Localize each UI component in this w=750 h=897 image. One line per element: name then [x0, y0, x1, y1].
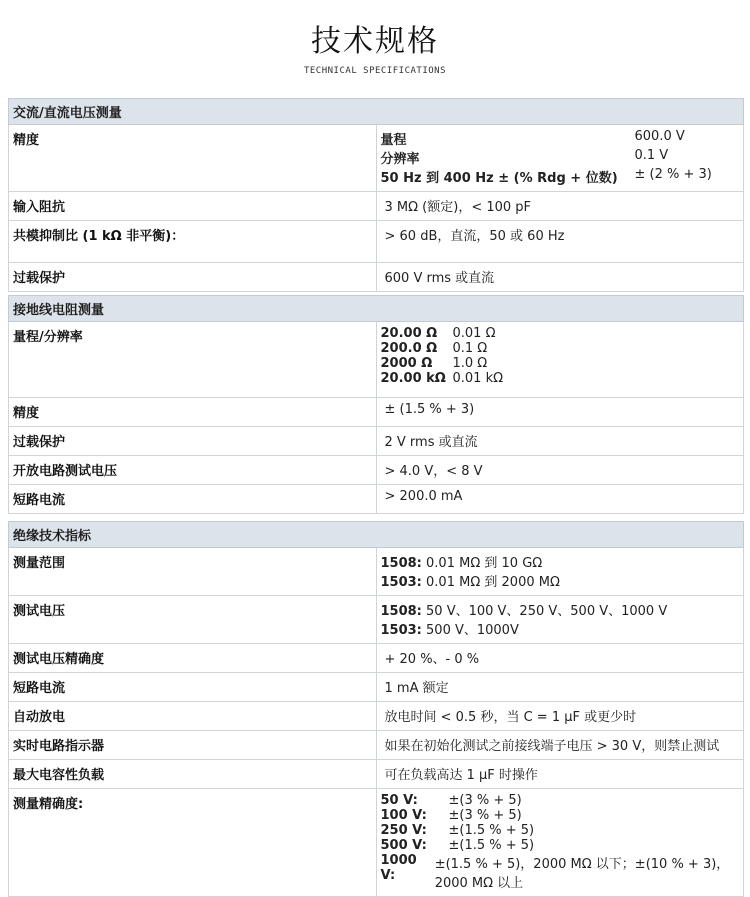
ground-resistance-table — [8, 295, 744, 514]
spec-line: 250 V: ±(1.5 % + 5) — [380, 823, 535, 838]
spec-line: 2000 Ω 1.0 Ω — [380, 356, 488, 371]
row-label: 量程/分辨率 — [9, 322, 377, 398]
row-label: 测量范围 — [9, 548, 377, 596]
spec-line: 1508: 50 V、100 V、250 V、500 V、1000 V — [380, 604, 668, 619]
acdc-voltage-table — [8, 98, 744, 292]
table-row — [9, 263, 744, 292]
table-row — [9, 322, 744, 398]
spec-line: 200.0 Ω 0.1 Ω — [380, 341, 488, 356]
table-row — [9, 485, 744, 514]
spec-line: 1503: 500 V、1000V — [380, 623, 519, 638]
row-label: 测量精确度: — [9, 789, 377, 897]
table-row — [9, 192, 744, 221]
row-value: > 200.0 mA — [376, 485, 744, 514]
page-header — [0, 22, 750, 76]
row-value: ± (1.5 % + 3) — [376, 398, 744, 427]
accuracy-value — [376, 125, 744, 192]
row-label: 精度 — [9, 125, 377, 192]
row-value: 3 MΩ (额定)，< 100 pF — [376, 192, 744, 221]
table-row — [9, 125, 744, 192]
row-value: 可在负载高达 1 μF 时操作 — [376, 760, 744, 789]
measurement-accuracy-value — [376, 789, 744, 897]
row-value: 1 mA 额定 — [376, 673, 744, 702]
row-label: 短路电流 — [9, 485, 377, 514]
table-row — [9, 548, 744, 596]
row-value: > 60 dB，直流，50 或 60 Hz — [376, 221, 744, 263]
table-row — [9, 702, 744, 731]
spec-line: 100 V: ±(3 % + 5) — [380, 808, 522, 823]
spec-line: 50 V: ±(3 % + 5) — [380, 793, 522, 808]
row-value: 2 V rms 或直流 — [376, 427, 744, 456]
spec-line: 1000 V: ±(1.5 % + 5)，2000 MΩ 以下；±(10 % + 3)，2000 MΩ 以上 — [380, 853, 730, 891]
row-label: 过载保护 — [9, 427, 377, 456]
table-row — [9, 760, 744, 789]
table-row — [9, 644, 744, 673]
row-label: 输入阻抗 — [9, 192, 377, 221]
table-row — [9, 673, 744, 702]
row-label: 开放电路测试电压 — [9, 456, 377, 485]
row-label: 共模抑制比 (1 kΩ 非平衡)： — [9, 221, 377, 263]
table-row — [9, 789, 744, 897]
table-row — [9, 221, 744, 263]
spec-line: 50 Hz 到 400 Hz ± (% Rdg + 位数) ± (2 % + 3) — [380, 167, 712, 186]
spec-line: 1508: 0.01 MΩ 到 10 GΩ — [380, 556, 543, 571]
spec-line: 分辨率 0.1 V — [380, 148, 669, 167]
test-voltage-value — [376, 596, 744, 644]
page-subtitle: TECHNICAL SPECIFICATIONS — [303, 66, 447, 76]
row-label: 短路电流 — [9, 673, 377, 702]
section-title: 交流/直流电压测量 — [9, 99, 744, 125]
row-label: 自动放电 — [9, 702, 377, 731]
insulation-table — [8, 521, 744, 897]
range-value — [376, 322, 744, 398]
table-row — [9, 731, 744, 760]
spec-line: 量程 600.0 V — [380, 129, 685, 148]
row-label: 过载保护 — [9, 263, 377, 292]
page-title: 技术规格 — [311, 24, 439, 59]
row-value: 600 V rms 或直流 — [376, 263, 744, 292]
row-value: + 20 %、- 0 % — [376, 644, 744, 673]
row-label: 测试电压精确度 — [9, 644, 377, 673]
row-value: 放电时间 < 0.5 秒，当 C = 1 μF 或更少时 — [376, 702, 744, 731]
spec-line: 1503: 0.01 MΩ 到 2000 MΩ — [380, 575, 560, 590]
row-value: > 4.0 V，< 8 V — [376, 456, 744, 485]
row-label: 测试电压 — [9, 596, 377, 644]
row-value: 如果在初始化测试之前接线端子电压 > 30 V，则禁止测试 — [376, 731, 744, 760]
table-row — [9, 456, 744, 485]
spec-line: 20.00 Ω 0.01 Ω — [380, 326, 496, 341]
table-row — [9, 427, 744, 456]
section-title: 绝缘技术指标 — [9, 522, 744, 548]
spec-line: 20.00 kΩ 0.01 kΩ — [380, 371, 504, 386]
row-label: 最大电容性负载 — [9, 760, 377, 789]
section-title: 接地线电阻测量 — [9, 296, 744, 322]
row-label: 精度 — [9, 398, 377, 427]
table-row — [9, 596, 744, 644]
row-label: 实时电路指示器 — [9, 731, 377, 760]
range-value — [376, 548, 744, 596]
table-row — [9, 398, 744, 427]
spec-line: 500 V: ±(1.5 % + 5) — [380, 838, 535, 853]
